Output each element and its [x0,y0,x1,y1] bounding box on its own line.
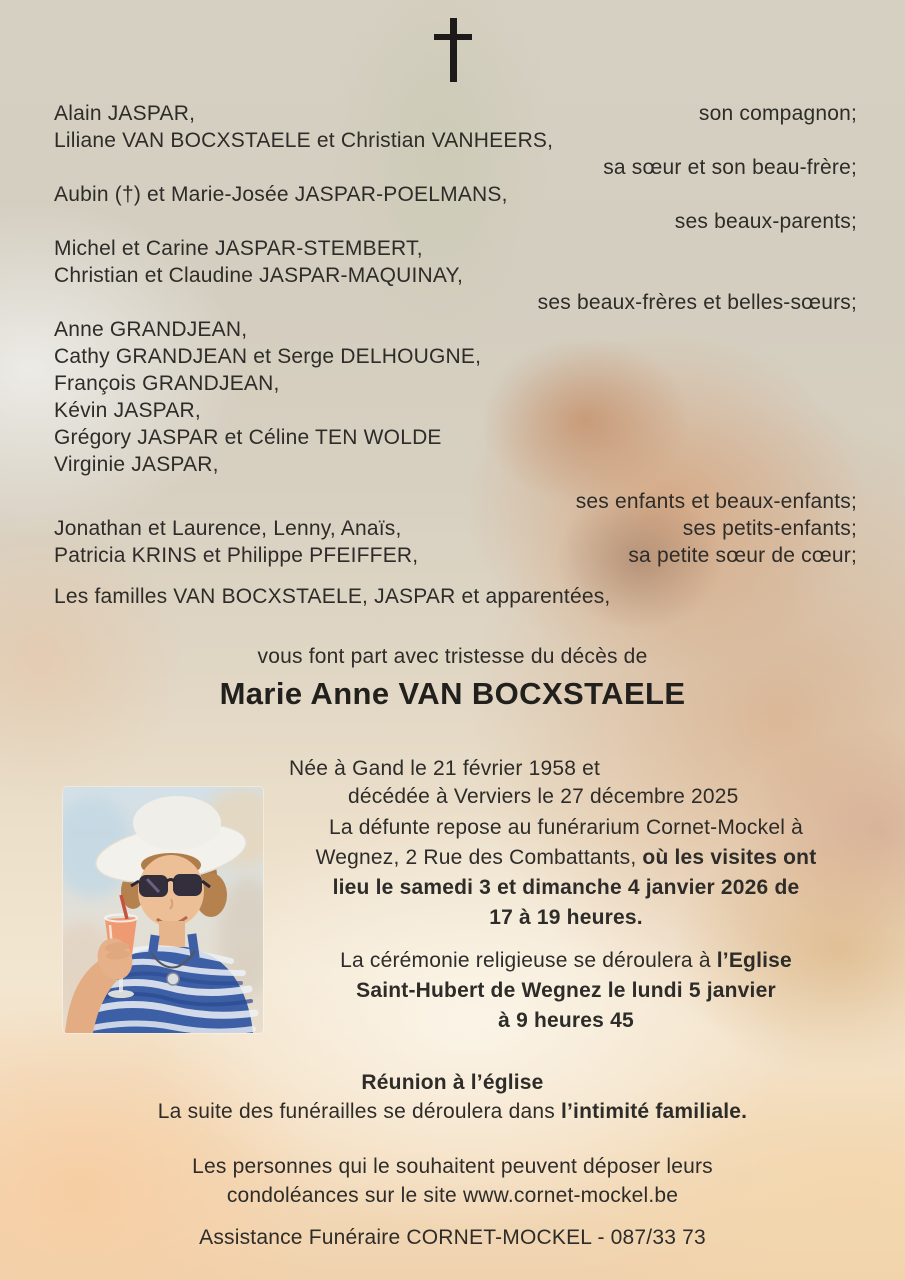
relation-label: ses enfants et beaux-enfants; [575,490,857,513]
family-line [54,154,857,181]
private-funeral-statement: La suite des funérailles se déroulera dans l’intimité familiale. [157,1100,748,1123]
family-line [54,289,857,316]
family-names: Patricia KRINS et Philippe PFEIFFER, [54,544,419,567]
relation-label: sa sœur et son beau-frère; [603,156,857,179]
repose-line: La défunte repose au funérarium Cornet-Mockel à [329,816,803,839]
family-names: Alain JASPAR, [54,102,196,125]
family-line [54,343,857,370]
family-names: Christian et Claudine JASPAR-MAQUINAY, [54,264,464,287]
cross-icon [434,18,472,82]
relation-label: ses beaux-frères et belles-sœurs; [537,291,857,314]
family-names: Jonathan et Laurence, Lenny, Anaïs, [54,517,402,540]
cross-vertical-bar [450,18,457,82]
deceased-name: Marie Anne VAN BOCXSTAELE [219,676,686,711]
family-line [54,451,857,478]
reunion-statement: Réunion à l’église [361,1071,544,1094]
relation-label: ses beaux-parents; [674,210,857,233]
family-list [54,100,857,569]
family-names: Cathy GRANDJEAN et Serge DELHOUGNE, [54,345,482,368]
cross-horizontal-bar [434,34,472,40]
family-line [54,515,857,542]
family-names: Kévin JASPAR, [54,399,201,422]
family-names: Liliane VAN BOCXSTAELE et Christian VANHEERS, [54,129,554,152]
announcement-statement: vous font part avec tristesse du décès de [257,645,648,668]
family-names: Anne GRANDJEAN, [54,318,248,341]
repose-line: 17 à 19 heures. [489,906,643,929]
family-line [54,181,857,208]
family-names: Aubin (†) et Marie-Josée JASPAR-POELMANS, [54,183,508,206]
repose-line: Wegnez, 2 Rue des Combattants, où les visites ont [315,846,817,869]
funeral-home-footer: Assistance Funéraire CORNET-MOCKEL - 087/33 73 [199,1226,706,1249]
family-line [54,100,857,127]
family-names: Grégory JASPAR et Céline TEN WOLDE [54,426,442,449]
family-line [54,127,857,154]
ceremony-paragraph [270,946,862,1036]
relation-label: ses petits-enfants; [682,517,857,540]
repose-line: lieu le samedi 3 et dimanche 4 janvier 2026 de [332,876,800,899]
family-line [54,542,857,569]
repose-paragraph [270,813,862,933]
family-line [54,235,857,262]
ceremony-line: à 9 heures 45 [498,1009,634,1032]
family-line [54,208,857,235]
families-statement: Les familles VAN BOCXSTAELE, JASPAR et apparentées, [54,585,611,608]
pendant [167,973,179,985]
family-line [54,262,857,289]
condolences-line: Les personnes qui le souhaitent peuvent déposer leurs [192,1155,713,1178]
family-line [54,424,857,451]
family-line [54,316,857,343]
family-names: Michel et Carine JASPAR-STEMBERT, [54,237,423,260]
family-line [54,397,857,424]
sun-hat-crown [133,796,221,850]
family-line [54,488,857,515]
family-names: Virginie JASPAR, [54,453,219,476]
condolences-website-line: condoléances sur le site www.cornet-mockel.be [226,1184,679,1207]
ceremony-line: La cérémonie religieuse se déroulera à l’Eglise [340,949,792,972]
ceremony-line: Saint-Hubert de Wegnez le lundi 5 janvier [356,979,776,1002]
birth-line: Née à Gand le 21 février 1958 et [289,757,601,780]
family-line [54,370,857,397]
death-line: décédée à Verviers le 27 décembre 2025 [348,785,739,808]
relation-label: son compagnon; [698,102,857,125]
portrait-photo [63,787,263,1033]
family-names: François GRANDJEAN, [54,372,280,395]
relation-label: sa petite sœur de cœur; [628,544,857,567]
